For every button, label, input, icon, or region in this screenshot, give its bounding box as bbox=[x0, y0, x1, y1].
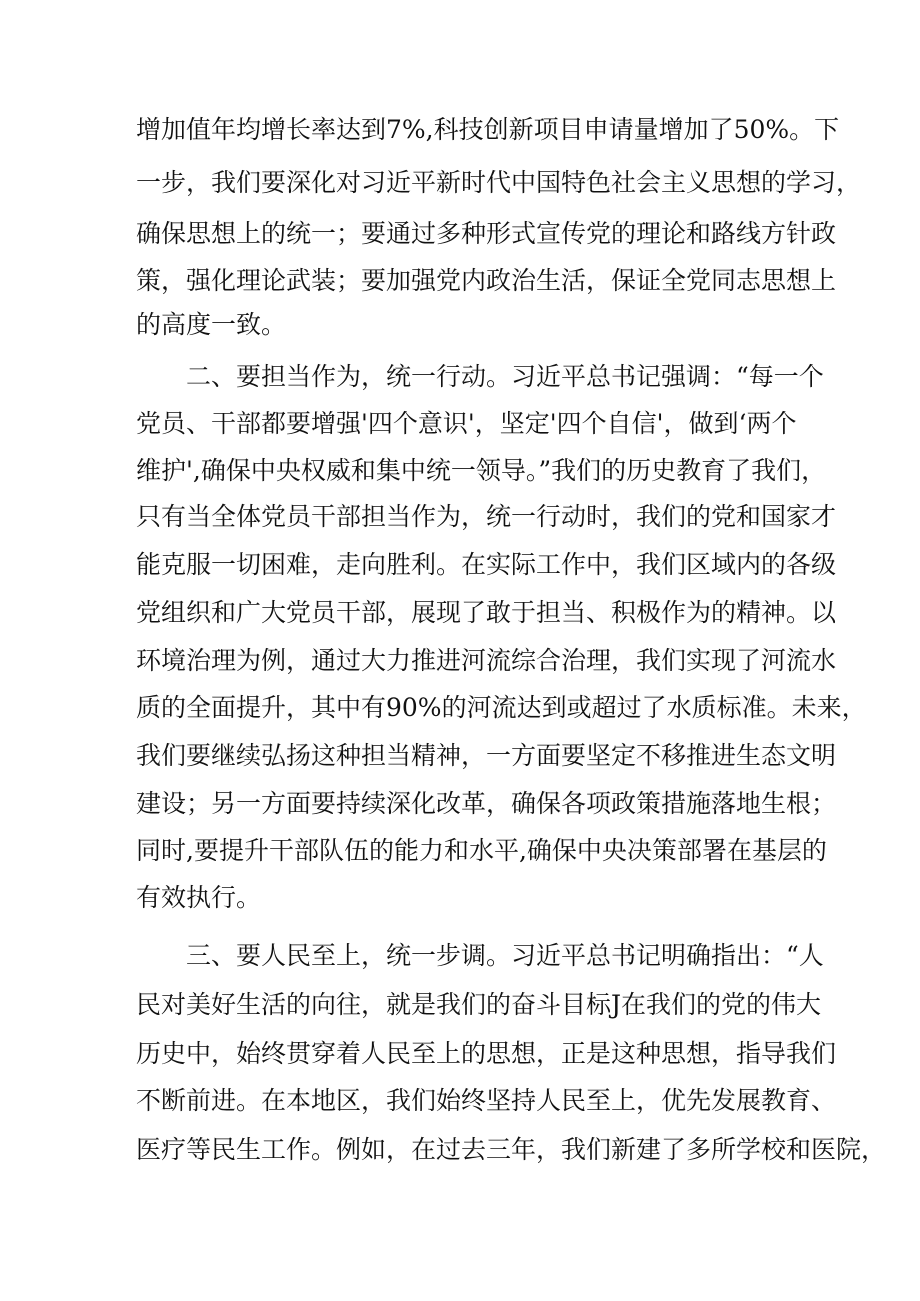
text-line: 党组织和广大党员干部，展现了敢于担当、积极作为的精神。以 bbox=[136, 598, 837, 627]
text-line: 民对美好生活的向往，就是我们的奋斗目标J在我们的党的伟大 bbox=[136, 990, 822, 1019]
paragraph-heading-line: 三、要人民至上，统一步调。习近平总书记明确指出：“人 bbox=[186, 941, 824, 970]
text-line: 能克服一切困难，走向胜利。在实际工作中，我们区域内的各级 bbox=[136, 550, 837, 579]
text-line: 党员、干部都要增强'四个意识'，坚定'四个自信'，做到‘两个 bbox=[136, 409, 797, 438]
text-line: 一步，我们要深化对习近平新时代中国特色社会主义思想的学习， bbox=[136, 168, 862, 197]
text-line: 策，强化理论武装；要加强党内政治生活，保证全党同志思想上 bbox=[136, 266, 837, 295]
text-line: 的高度一致。 bbox=[136, 310, 287, 339]
text-line: 同时,要提升干部队伍的能力和水平,确保中央决策部署在基层的 bbox=[136, 836, 827, 865]
text-line: 医疗等民生工作。例如，在过去三年，我们新建了多所学校和医院， bbox=[136, 1135, 887, 1164]
text-line: 我们要继续弘扬这种担当精神，一方面要坚定不移推进生态文明 bbox=[136, 741, 837, 770]
text-line: 增加值年均增长率达到7%,科技创新项目申请量增加了50%。下 bbox=[136, 115, 840, 144]
text-line: 建设；另一方面要持续深化改革，确保各项政策措施落地生根； bbox=[136, 789, 837, 818]
text-line: 只有当全体党员干部担当作为，统一行动时，我们的党和国家才 bbox=[136, 502, 837, 531]
text-line: 质的全面提升，其中有90%的河流达到或超过了水质标准。未来， bbox=[136, 693, 867, 722]
text-line: 不断前进。在本地区，我们始终坚持人民至上，优先发展教育、 bbox=[136, 1086, 837, 1115]
text-line: 维护',确保中央权威和集中统一领导。”我们的历史教育了我们， bbox=[136, 456, 827, 485]
text-line: 有效执行。 bbox=[136, 883, 262, 912]
text-line: 确保思想上的统一；要通过多种形式宣传党的理论和路线方针政 bbox=[136, 219, 837, 248]
paragraph-heading-line: 二、要担当作为，统一行动。习近平总书记强调：“每一个 bbox=[186, 362, 824, 391]
text-line: 环境治理为例，通过大力推进河流综合治理，我们实现了河流水 bbox=[136, 646, 837, 675]
text-line: 历史中，始终贯穿着人民至上的思想，正是这种思想，指导我们 bbox=[136, 1039, 837, 1068]
